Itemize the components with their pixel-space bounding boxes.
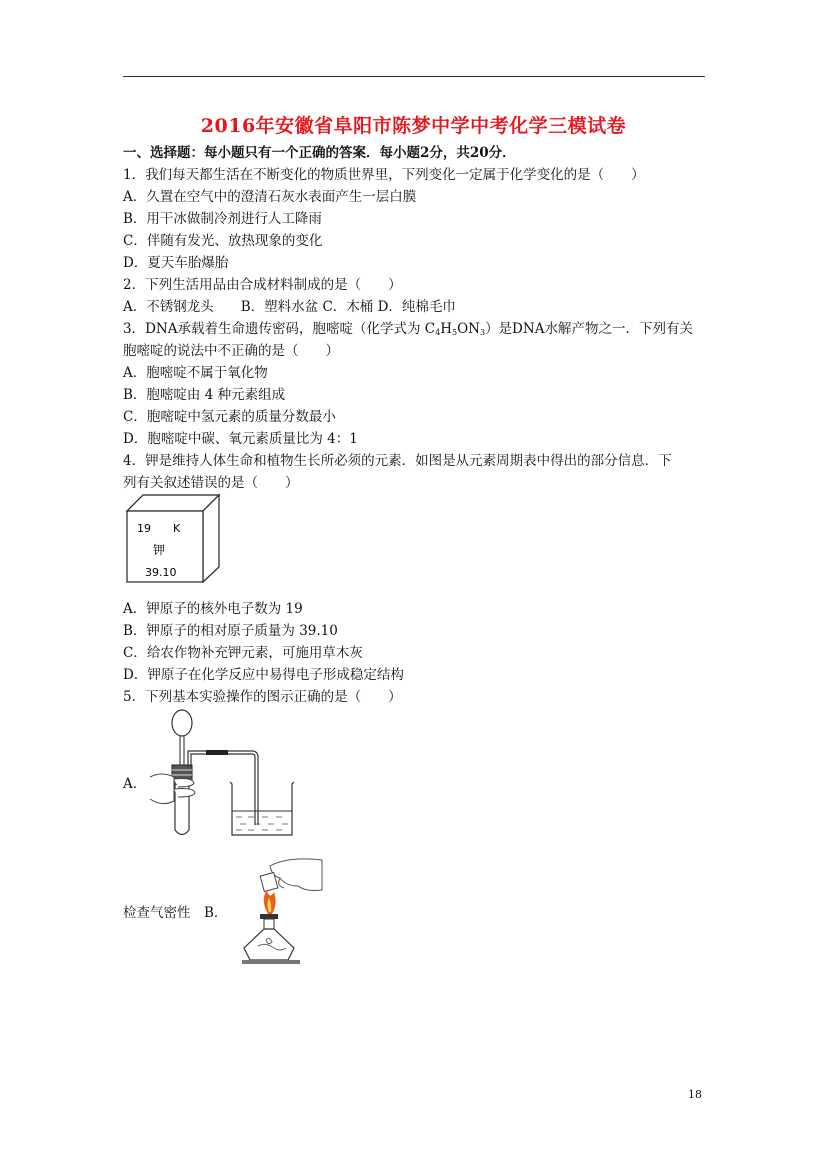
element-name: 钾 (153, 543, 166, 557)
element-cube-diagram (125, 493, 221, 583)
q4-option-d: D．钾原子在化学反应中易得电子形成稳定结构 (123, 667, 404, 683)
apparatus-drawing (148, 707, 296, 840)
q1-option-a: A．久置在空气中的澄清石灰水表面产生一层白膜 (123, 189, 417, 205)
q4-option-b: B．钾原子的相对原子质量为 39.10 (123, 623, 338, 639)
element-mass: 39.10 (145, 566, 177, 579)
q2-stem: 2．下列生活用品由合成材料制成的是（ ） (123, 277, 402, 293)
alcohol-lamp-drawing (236, 856, 324, 968)
page-title: 2016年安徽省阜阳市陈梦中学中考化学三模试卷 (200, 115, 627, 137)
q4-option-c: C．给农作物补充钾元素，可施用草木灰 (123, 645, 363, 661)
q3-option-b: B．胞嘧啶由 4 种元素组成 (123, 387, 286, 403)
q1-option-c: C．伴随有发光、放热现象的变化 (123, 233, 323, 249)
potassium-element-figure (125, 493, 221, 583)
q4-stem-line2: 列有关叙述错误的是（ ） (123, 475, 299, 491)
q5-option-a-label: A． (123, 776, 147, 792)
q3-option-a: A．胞嘧啶不属于氧化物 (123, 365, 268, 381)
q1-stem: 1．我们每天都生活在不断变化的物质世界里，下列变化一定属于化学变化的是（ ） (123, 167, 645, 183)
q3-option-c: C．胞嘧啶中氢元素的质量分数最小 (123, 409, 336, 425)
alcohol-lamp-figure (236, 856, 324, 968)
q4-option-a: A．钾原子的核外电子数为 19 (123, 601, 303, 617)
q1-option-d: D．夏天车胎爆胎 (123, 255, 229, 271)
q2-options: A．不锈钢龙头 B．塑料水盆 C．木桶 D．纯棉毛巾 (123, 299, 456, 315)
section-heading: 一、选择题：每小题只有一个正确的答案．每小题2分，共20分． (123, 145, 516, 161)
q1-option-b: B．用干冰做制冷剂进行人工降雨 (123, 211, 322, 227)
q3-stem-pre: 3．DNA承载着生命遗传密码，胞嘧啶（化学式为 C (123, 321, 436, 337)
q3-sub-h: 5 (451, 328, 458, 337)
q3-option-d: D．胞嘧啶中碳、氧元素质量比为 4：1 (123, 431, 358, 447)
q3-sub-c: 4 (435, 328, 441, 337)
q3-formula-on: ON (457, 321, 480, 337)
q3-formula-h: H (440, 321, 452, 337)
header-rule (123, 76, 705, 77)
element-number: 19 (137, 522, 151, 535)
q5-option-b-label: 检查气密性 B． (123, 905, 228, 921)
element-symbol: K (173, 522, 181, 535)
q3-stem-post: ）是DNA水解产物之一．下列有关 (485, 321, 693, 337)
q3-sub-n: 3 (479, 328, 486, 337)
page-number: 18 (688, 1088, 702, 1101)
airtightness-apparatus-figure (148, 707, 296, 840)
q4-stem-line1: 4．钾是维持人体生命和植物生长所必须的元素．如图是从元素周期表中得出的部分信息．下 (123, 453, 672, 469)
q3-stem-line1 (123, 319, 693, 343)
q5-stem: 5．下列基本实验操作的图示正确的是（ ） (123, 689, 402, 705)
q3-stem-line2: 胞嘧啶的说法中不正确的是（ ） (123, 343, 339, 359)
